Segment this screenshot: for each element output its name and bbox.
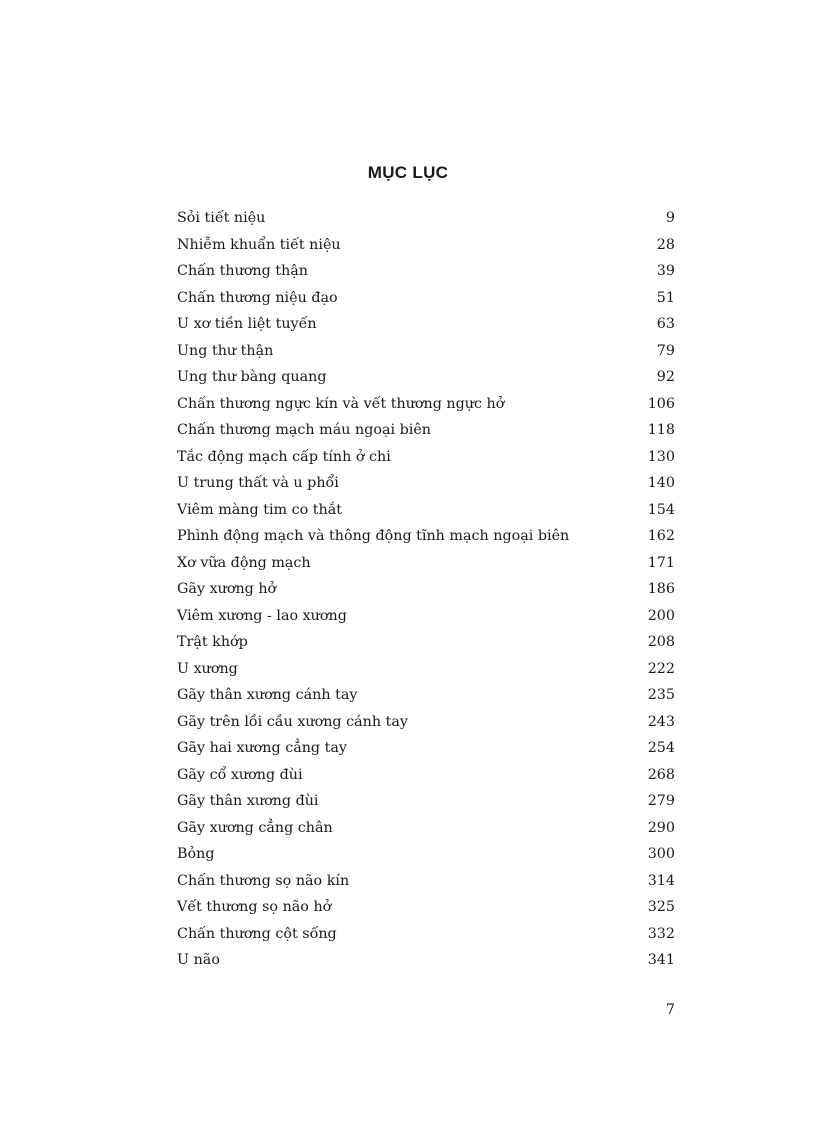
- toc-entry: [177, 735, 675, 762]
- toc-entry: [177, 258, 675, 285]
- toc-entry: [177, 894, 675, 921]
- toc-entry: [177, 603, 675, 630]
- toc-entry: [177, 815, 675, 842]
- toc-entry-page: 118: [647, 422, 675, 438]
- toc-entry-title: U xương: [177, 660, 238, 677]
- toc-entry-page: 208: [647, 634, 675, 650]
- toc-entry: [177, 550, 675, 577]
- toc-entry: [177, 444, 675, 471]
- toc-entry-title: Phình động mạch và thông động tĩnh mạch ngoại biên: [177, 528, 570, 544]
- toc-entry-title: Vết thương sọ não hở: [177, 899, 332, 915]
- toc-entry-page: 130: [647, 448, 675, 465]
- toc-entry: [177, 629, 675, 656]
- toc-entry-page: 300: [647, 846, 675, 862]
- toc-entry-title: Chấn thương thận: [177, 263, 309, 279]
- toc-entry: [177, 205, 675, 232]
- toc-entry: [177, 841, 675, 868]
- toc-entry-title: U trung thất và u phổi: [177, 475, 339, 491]
- toc-entry-page: 279: [647, 793, 675, 809]
- toc-entry-page: 106: [647, 395, 675, 412]
- toc-entry-title: Ung thư thận: [177, 342, 274, 359]
- toc-entry-page: 162: [647, 528, 675, 544]
- toc-entry-page: 332: [647, 925, 675, 942]
- toc-entry: [177, 338, 675, 365]
- toc-entry-page: 39: [656, 263, 675, 279]
- toc-entry: [177, 656, 675, 683]
- toc-entry-page: 186: [647, 581, 675, 597]
- toc-entry-title: Chấn thương cột sống: [177, 925, 337, 942]
- toc-entry-page: 235: [647, 687, 675, 703]
- toc-entry: [177, 576, 675, 603]
- toc-entry-page: 341: [647, 952, 675, 968]
- toc-entry-title: U xơ tiền liệt tuyến: [177, 316, 317, 332]
- toc-entry: [177, 470, 675, 497]
- toc-entry-page: 268: [647, 766, 675, 783]
- toc-entry: [177, 232, 675, 259]
- toc-entry: [177, 682, 675, 709]
- toc-entry-title: Viêm xương - lao xương: [177, 607, 347, 624]
- toc-entry-page: 154: [647, 501, 675, 518]
- toc-entry: [177, 285, 675, 312]
- toc-entry: [177, 523, 675, 550]
- toc-entry-title: Xơ vữa động mạch: [177, 554, 311, 571]
- toc-entry-title: Ung thư bàng quang: [177, 369, 327, 385]
- toc-entry-title: Sỏi tiết niệu: [177, 210, 266, 226]
- toc-entry-title: Tắc động mạch cấp tính ở chi: [177, 448, 391, 465]
- toc-entry-title: Gãy thân xương cánh tay: [177, 687, 358, 703]
- toc-entry-page: 290: [647, 819, 675, 836]
- toc-entry-page: 171: [647, 554, 675, 571]
- toc-entry-page: 243: [647, 713, 675, 730]
- toc-entry-page: 254: [647, 740, 675, 756]
- toc-entry-title: Chấn thương ngực kín và vết thương ngực hở: [177, 395, 505, 412]
- toc-entry-page: 92: [656, 369, 675, 385]
- table-of-contents: [177, 205, 675, 974]
- toc-entry: [177, 391, 675, 418]
- toc-entry-page: 140: [647, 475, 675, 491]
- toc-entry: [177, 364, 675, 391]
- toc-entry: [177, 311, 675, 338]
- toc-entry-title: Nhiễm khuẩn tiết niệu: [177, 236, 341, 253]
- toc-entry: [177, 709, 675, 736]
- toc-entry-title: Gãy thân xương đùi: [177, 793, 319, 809]
- page-title: MỤC LỤC: [367, 163, 449, 182]
- toc-entry-title: Gãy xương cẳng chân: [177, 819, 333, 836]
- toc-entry-page: 200: [647, 607, 675, 624]
- toc-entry: [177, 921, 675, 948]
- toc-entry-title: Chấn thương mạch máu ngoại biên: [177, 422, 432, 438]
- toc-entry-title: Gãy trên lồi cầu xương cánh tay: [177, 713, 408, 730]
- toc-entry-title: Gãy hai xương cẳng tay: [177, 740, 347, 756]
- toc-entry-page: 79: [656, 342, 675, 359]
- toc-entry-title: Viêm màng tim co thắt: [177, 501, 342, 518]
- toc-entry-title: Gãy cổ xương đùi: [177, 766, 303, 783]
- toc-entry-title: Trật khớp: [177, 634, 248, 650]
- toc-entry-page: 314: [647, 872, 675, 889]
- toc-entry: [177, 762, 675, 789]
- toc-entry: [177, 417, 675, 444]
- toc-entry: [177, 947, 675, 974]
- toc-entry-page: 63: [656, 316, 675, 332]
- toc-entry-title: Chấn thương sọ não kín: [177, 872, 350, 889]
- page-number: 7: [665, 1002, 675, 1018]
- toc-entry-page: 222: [647, 660, 675, 677]
- toc-entry-title: U não: [177, 952, 220, 968]
- toc-entry-page: 9: [665, 210, 675, 226]
- toc-entry-page: 51: [656, 289, 675, 306]
- toc-entry-title: Gãy xương hở: [177, 581, 277, 597]
- toc-entry: [177, 788, 675, 815]
- toc-entry-page: 28: [656, 236, 675, 253]
- toc-entry-page: 325: [647, 899, 675, 915]
- toc-entry: [177, 497, 675, 524]
- toc-entry-title: Chấn thương niệu đạo: [177, 289, 338, 306]
- toc-entry: [177, 868, 675, 895]
- toc-entry-title: Bỏng: [177, 846, 215, 862]
